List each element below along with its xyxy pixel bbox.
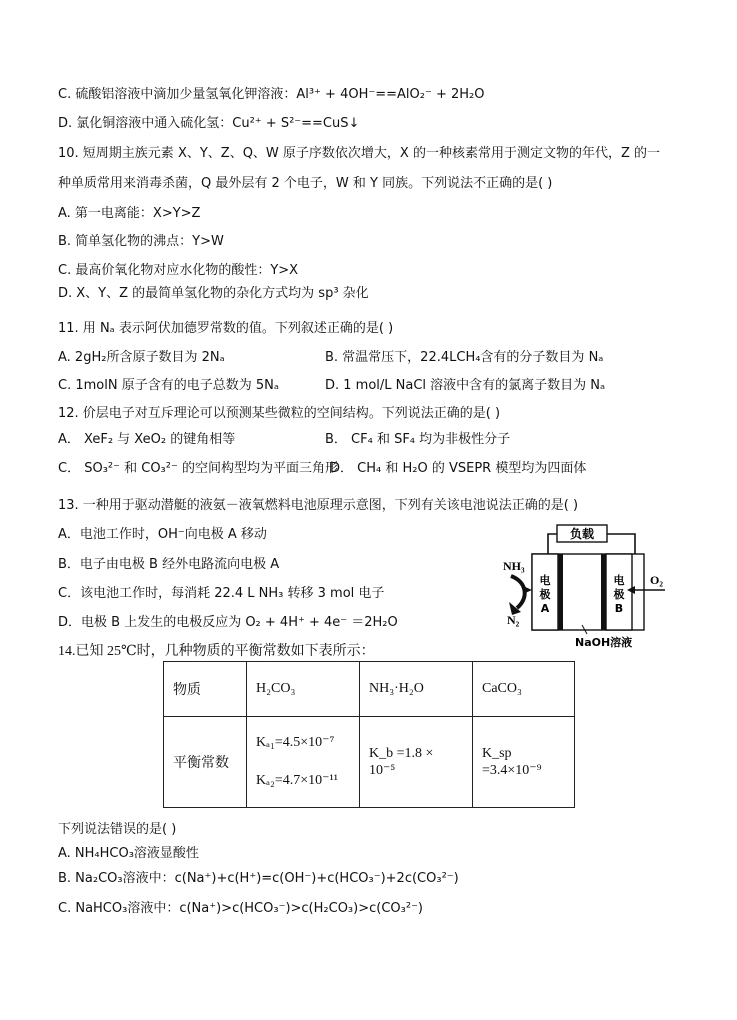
q12-option-a: A． XeF₂ 与 XeO₂ 的键角相等 xyxy=(58,432,236,447)
q11-stem: 11. 用 Nₐ 表示阿伏加德罗常数的值。下列叙述正确的是( ) xyxy=(58,321,394,336)
q10-option-b: B. 简单氢化物的沸点：Y>W xyxy=(58,234,224,249)
o2-label: O₂ xyxy=(650,573,663,587)
q10-option-c: C. 最高价氧化物对应水化物的酸性：Y>X xyxy=(58,263,299,278)
q11-option-a: A. 2gH₂所含原子数目为 2Nₐ xyxy=(58,350,225,365)
q12-option-b: B． CF₄ 和 SF₄ 均为非极性分子 xyxy=(325,432,511,447)
table-header-cell: 物质 xyxy=(164,662,247,717)
q14-option-a: A. NH₄HCO₃溶液显酸性 xyxy=(58,846,199,861)
q10-option-d: D. X、Y、Z 的最简单氢化物的杂化方式均为 sp³ 杂化 xyxy=(58,286,369,301)
nh3-label: NH₃ xyxy=(503,559,525,573)
electrode-b-membrane xyxy=(601,554,606,630)
table-row-label: 平衡常数 xyxy=(164,717,247,808)
q13-stem: 13. 一种用于驱动潜艇的液氨－液氧燃料电池原理示意图，下列有关该电池说法正确的是( ) xyxy=(58,498,579,513)
electrode-a-label-char1: 电 xyxy=(539,574,551,587)
q11-option-c: C. 1molN 原子含有的电子总数为 5Nₐ xyxy=(58,378,279,393)
load-label: 负载 xyxy=(569,527,595,541)
q10-stem-line2: 种单质常用来消毒杀菌，Q 最外层有 2 个电子，W 和 Y 同族。下列说法不正确的是( ) xyxy=(58,176,553,191)
q9-option-d: D. 氯化铜溶液中通入硫化氢：Cu²⁺ + S²⁻==CuS↓ xyxy=(58,116,360,131)
electrode-b-label-char1: 电 xyxy=(613,574,625,587)
q14-option-c: C. NaHCO₃溶液中：c(Na⁺)>c(HCO₃⁻)>c(H₂CO₃)>c(CO₃²⁻) xyxy=(58,901,423,916)
q14-question: 下列说法错误的是( ) xyxy=(58,822,177,837)
equilibrium-constant-table xyxy=(163,661,575,808)
ka2-value: Kₐ₂=4.7×10⁻¹¹ xyxy=(256,773,338,788)
table-header-cell: NH₃·H₂O xyxy=(360,662,473,717)
table-header-cell: H₂CO₃ xyxy=(247,662,360,717)
q12-option-d: D． CH₄ 和 H₂O 的 VSEPR 模型均为四面体 xyxy=(330,461,587,476)
fuel-cell-diagram xyxy=(495,520,675,650)
q12-option-c: C． SO₃²⁻ 和 CO₃²⁻ 的空间构型均为平面三角形 xyxy=(58,461,338,476)
electrode-a-membrane xyxy=(558,554,563,630)
q13-option-a: A．电池工作时，OH⁻向电极 A 移动 xyxy=(58,527,267,542)
q11-option-b: B. 常温常压下，22.4LCH₄含有的分子数目为 Nₐ xyxy=(325,350,604,365)
electrode-a-label-char3: A xyxy=(540,602,550,615)
table-row xyxy=(164,717,575,808)
electrolyte-label: NaOH溶液 xyxy=(575,636,633,649)
q10-option-a: A. 第一电离能：X>Y>Z xyxy=(58,206,201,221)
q13-option-c: C．该电池工作时，每消耗 22.4 L NH₃ 转移 3 mol 电子 xyxy=(58,586,385,601)
q13-option-b: B．电子由电极 B 经外电路流向电极 A xyxy=(58,557,280,572)
q14-stem: 14.已知 25℃时，几种物质的平衡常数如下表所示： xyxy=(58,644,375,659)
nh3-feed-arrowhead xyxy=(523,586,532,594)
electrode-b-label-char3: B xyxy=(614,602,624,615)
table-header-cell: CaCO₃ xyxy=(473,662,575,717)
q10-stem-line1: 10. 短周期主族元素 X、Y、Z、Q、W 原子序数依次增大，X 的一种核素常用于测定文物的年代，Z 的一 xyxy=(58,146,660,161)
electrode-b-label-char2: 极 xyxy=(613,588,625,601)
table-cell-ksp: K_sp =3.4×10⁻⁹ xyxy=(473,717,575,808)
electrode-a-label-char2: 极 xyxy=(539,588,551,601)
table-cell-h2co3 xyxy=(247,717,360,808)
n2-label: N₂ xyxy=(507,613,520,627)
nh3-in-arrow xyxy=(511,576,525,608)
q13-option-d: D．电极 B 上发生的电极反应为 O₂ + 4H⁺ + 4e⁻ ＝2H₂O xyxy=(58,615,398,630)
q11-option-d: D. 1 mol/L NaCl 溶液中含有的氯离子数目为 Nₐ xyxy=(325,378,606,393)
q9-option-c: C. 硫酸铝溶液中滴加少量氢氧化钾溶液：Al³⁺ + 4OH⁻==AlO₂⁻ + 2H₂O xyxy=(58,87,485,102)
table-header-row xyxy=(164,662,575,717)
q14-option-b: B. Na₂CO₃溶液中：c(Na⁺)+c(H⁺)=c(OH⁻)+c(HCO₃⁻)+2c(CO₃²⁻) xyxy=(58,871,459,886)
ka1-value: Kₐ₁=4.5×10⁻⁷ xyxy=(256,735,335,750)
table-cell-kb: K_b =1.8 × 10⁻⁵ xyxy=(360,717,473,808)
q12-stem: 12. 价层电子对互斥理论可以预测某些微粒的空间结构。下列说法正确的是( ) xyxy=(58,406,501,421)
